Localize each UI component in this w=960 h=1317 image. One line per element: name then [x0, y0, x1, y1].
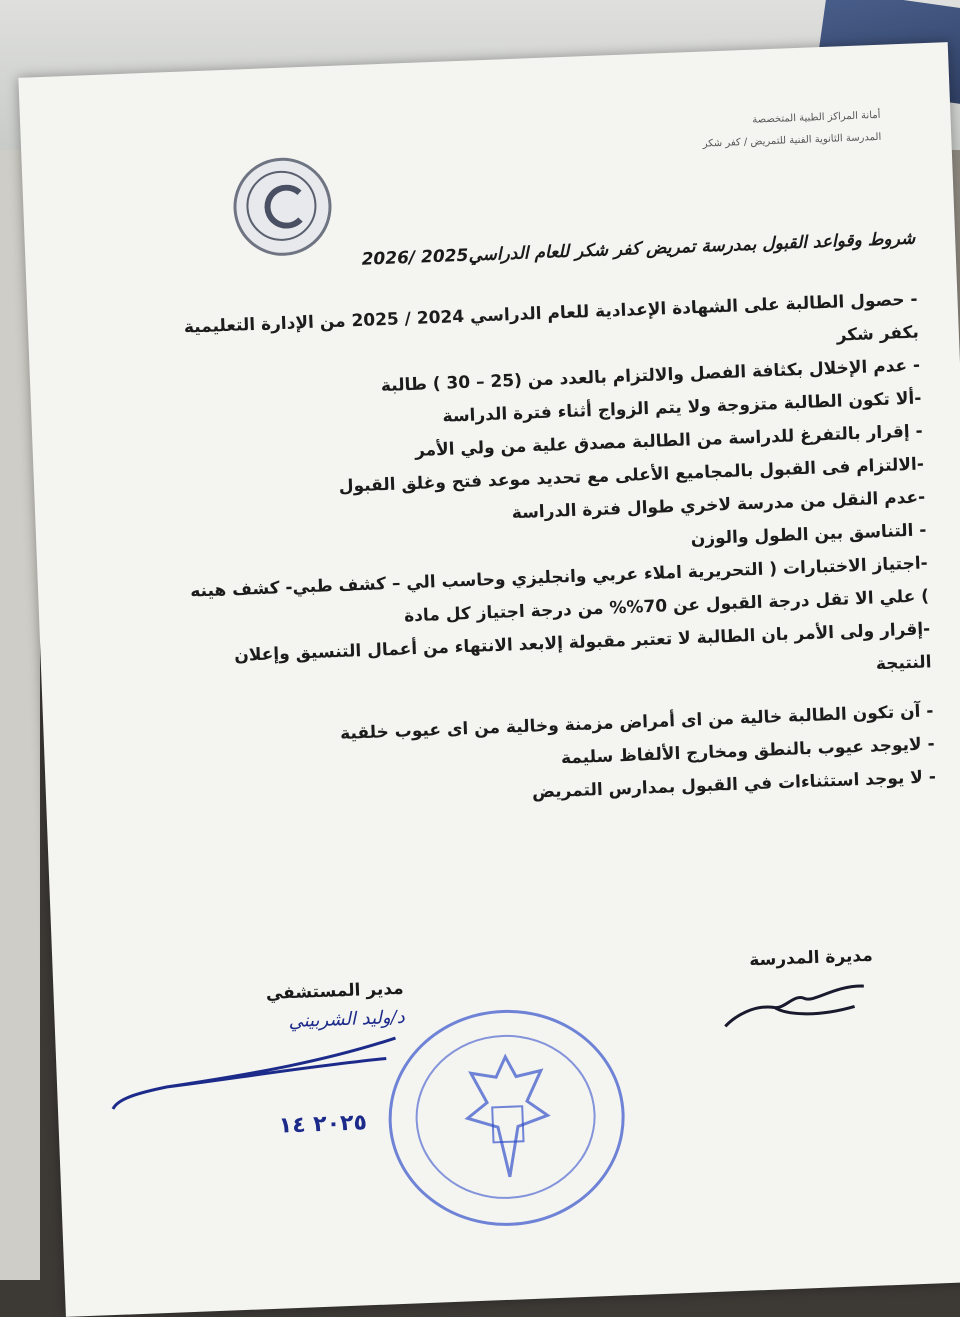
- condition-item: -الالتزام فى القبول بالمجاميع الأعلى مع تحديد موعد فتح وغلق القبول: [338, 454, 925, 497]
- official-stamp: [385, 1005, 629, 1230]
- condition-item: - لايوجد عيوب بالنطق ومخارج الألفاظ سليمة: [560, 734, 935, 769]
- conditions-list: [177, 284, 936, 823]
- condition-item: - لا يوجد استثناءات في القبول بمدارس التمريض: [531, 767, 937, 803]
- school-director-signature: [712, 946, 876, 1047]
- signature-title: مدير المستشفي: [265, 978, 404, 1005]
- condition-item: - آن تكون الطالبة خالية من اى أمراض مزمنة وخالية من اى عيوب خلقية: [339, 701, 934, 744]
- condition-item: - حصول الطالبة على الشهادة الإعدادية للعام الدراسي 2024 / 2025 من الإدارة التعليمية بكفر شكر: [183, 289, 920, 346]
- condition-item: -ألا تكون الطالبة متزوجة ولا يتم الزواج أثناء فترة الدراسة: [442, 388, 922, 427]
- handwritten-name: د/وليد الشربيني: [288, 1006, 406, 1033]
- condition-item: -اجتياز الاختبارات ( التحريرية املاء عربي وانجليزي وحاسب الي – كشف طبي- كشف هينه ) علي الا تقل درجة القبول عن 70%% من درجة اجتياز كل مادة: [189, 553, 930, 627]
- document-title: شروط وقواعد القبول بمدرسة تمريض كفر شكر للعام الدراسي2025 /2026: [361, 228, 916, 270]
- school-logo: [232, 156, 334, 258]
- hospital-director-signature: [253, 978, 408, 1139]
- condition-item: -إقرار ولى الأمر بان الطالبة لا تعتبر مقبولة إلابعد الانتهاء من أعمال التنسيق وإعلان النتيجة: [233, 619, 932, 675]
- condition-item: - التناسق بين الطول والوزن: [690, 520, 927, 550]
- header-line-2: المدرسة الثانوية الفنية للتمريض / كفر شكر: [702, 131, 882, 150]
- signature-title: مديرة المدرسة: [748, 945, 874, 971]
- signature-scribble: [713, 966, 876, 1042]
- handwritten-date: ٢٠٢٥ ١٤: [278, 1110, 368, 1139]
- document-header: [702, 105, 882, 156]
- condition-item: -عدم النقل من مدرسة لاخري طوال فترة الدراسة: [511, 487, 926, 524]
- condition-item: - عدم الإخلال بكثافة الفصل والالتزام بالعدد من (25 – 30 ) طالبة: [380, 355, 921, 397]
- eagle-emblem-icon: [445, 1045, 570, 1190]
- condition-item: - إقرار بالتفرغ للدراسة من الطالبة مصدق علية من ولي الأمر: [414, 421, 923, 461]
- header-line-1: أمانة المراكز الطبية المتخصصة: [752, 109, 881, 126]
- document-page: [18, 42, 960, 1317]
